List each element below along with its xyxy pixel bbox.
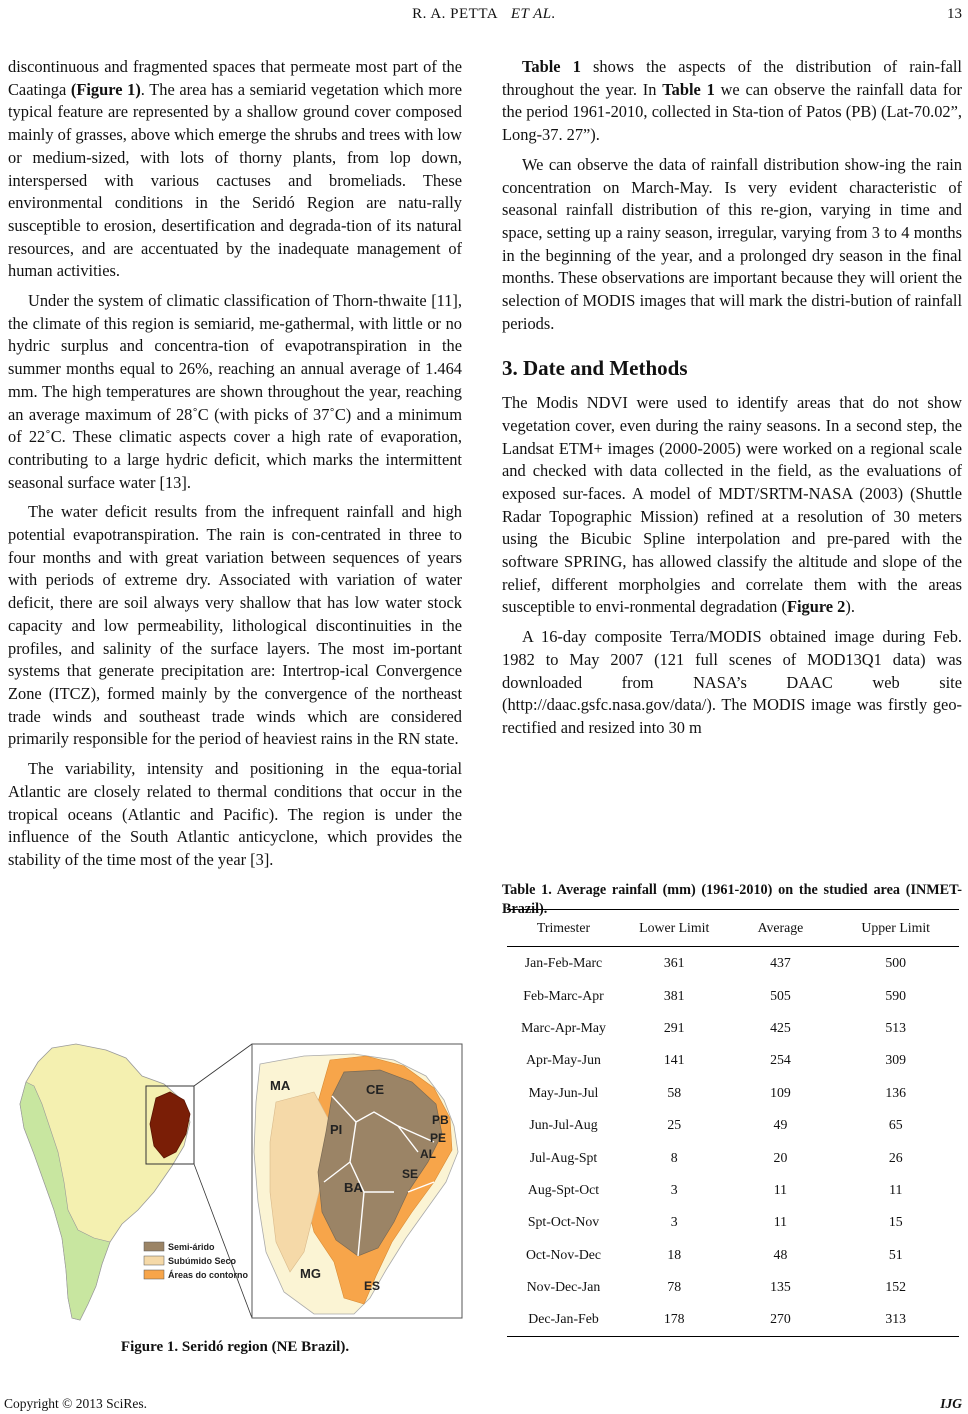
table-cell: 425 — [770, 1019, 791, 1035]
paragraph: Under the system of climatic classification of Thorn-thwaite [11], the climate of this region is semiarid, me-gathermal, with little or no hydric surplus and concentra-tion of evapotranspiration in the summer months equal to 26%, reaching an annual average of 1.464 mm. The high temperatures are shown throughout the year, reaching an average maximum of 28˚C (with picks of 37˚C) and a minimum of 22˚C. These climatic aspects cover a high rate of evaporation, contributing to a large hydric deficit, which marks the intermittent seasonal surface water [13]. — [8, 291, 462, 492]
table-cell: 11 — [773, 1181, 788, 1197]
journal-abbrev: IJG — [940, 1396, 962, 1411]
table-cell: 58 — [667, 1084, 682, 1100]
table-row — [507, 947, 959, 980]
legend-swatch-subhumid — [144, 1256, 164, 1265]
map-graphic — [14, 1042, 466, 1324]
serido-region-shape — [150, 1092, 190, 1158]
table-caption: Table 1. Average rainfall (mm) (1961-2010) on the studied area (INMET-Brazil). — [502, 882, 962, 917]
table-cell: 51 — [888, 1246, 903, 1262]
state-label-ce: CE — [366, 1082, 385, 1097]
table-cell: 48 — [773, 1246, 788, 1262]
column-header: Lower Limit — [620, 910, 728, 947]
author-name: R. A. PETTA — [412, 6, 499, 22]
state-label-mg: MG — [300, 1266, 321, 1281]
text: ). — [845, 597, 855, 617]
table-cell: 26 — [888, 1149, 903, 1165]
state-label-es: ES — [364, 1279, 381, 1293]
table-cell: 135 — [770, 1279, 791, 1295]
page-header — [0, 6, 968, 34]
text: we can observe the rainfall data for the period 1961-2010, collected in Sta-tion of Patos (PB) (Lat-70.02”, Long-37. 27”). — [502, 79, 962, 145]
table-cell: 65 — [888, 1117, 903, 1133]
table-cell: Nov-Dec-Jan — [526, 1279, 601, 1295]
table-cell: 437 — [770, 955, 791, 971]
state-label-pi: PI — [330, 1122, 343, 1137]
table-cell: 18 — [667, 1246, 682, 1262]
state-label-pb: PB — [432, 1113, 449, 1127]
state-label-ba: BA — [344, 1180, 363, 1195]
table-row — [507, 1271, 959, 1303]
legend-label-subhumid: Subúmido Seco — [168, 1256, 237, 1266]
table-row — [507, 1174, 959, 1206]
table-cell: Spt-Oct-Nov — [527, 1214, 600, 1230]
table-cell: 25 — [667, 1117, 682, 1133]
table-cell: 270 — [728, 1303, 832, 1336]
column-header: Average — [728, 910, 832, 947]
running-title — [0, 6, 968, 23]
legend-label-surround: Áreas do contorno — [168, 1270, 249, 1280]
paragraph: The water deficit results from the infrequent rainfall and high potential evapotranspiration. The rain is con-centrated in three to four months and with great variation between sequences of years with periods of extreme dry. Associated with variation of water deficit, there are soil always very shallow that has low water stock capacity and low permeability, lithological discontinuities in the profiles, and salinity of the surface layers. The most im-portant systems that generate precipitation are: Intertrop-ical Convergence Zone (ITCZ), formed mainly by the convergence of the northeast trade winds and southeast trade winds which are considered primarily responsible for the period of heaviest rains in the RN state. — [8, 502, 462, 749]
figure-reference: Figure 2 — [786, 597, 846, 617]
paragraph — [502, 56, 962, 147]
table-cell: 20 — [773, 1149, 788, 1165]
paragraph: A 16-day composite Terra/MODIS obtained image during Feb. 1982 to May 2007 (121 full scenes of MOD13Q1 data) was downloaded from NASA’s DAAC web site (http://daac.gsfc.nasa.gov/data/). The MODIS image was firstly geo-rectified and resized into 30 m — [502, 627, 962, 737]
table-row — [507, 1303, 959, 1336]
map-legend — [144, 1242, 249, 1280]
table-cell: 11 — [889, 1181, 903, 1197]
table-cell: 590 — [885, 987, 907, 1003]
table-cell: 152 — [885, 1279, 907, 1295]
table-cell: Jan-Feb-Marc — [524, 955, 603, 971]
table-row — [507, 1206, 959, 1238]
left-column — [8, 56, 462, 879]
table-cell: Jun-Jul-Aug — [529, 1117, 598, 1133]
table-cell: Dec-Jan-Feb — [507, 1303, 620, 1336]
state-label-ma: MA — [270, 1078, 291, 1093]
figure-caption: Figure 1. Seridó region (NE Brazil). — [120, 1339, 350, 1355]
table-cell: Aug-Spt-Oct — [527, 1181, 600, 1197]
table-cell: 136 — [885, 1084, 907, 1100]
table-cell: Jul-Aug-Spt — [529, 1149, 598, 1165]
table-cell: 3 — [670, 1181, 678, 1197]
copyright-text: Copyright © 2013 SciRes. — [4, 1396, 148, 1411]
table-cell: 78 — [667, 1279, 682, 1295]
table-cell: 309 — [885, 1052, 907, 1068]
table-cell: 500 — [885, 955, 907, 971]
table-cell: 513 — [885, 1019, 907, 1035]
text: The Modis NDVI were used to identify areas that do not show vegetation cover, even during the rainy seasons. In a second step, the Landsat ETM+ images (2000-2005) were worked on a regional scale and checked with data collected in the field, as the evaluations of exposed sur-faces. A model of MDT/SRTM-NASA (2003) (Shuttle Radar Topographic Mission) refined at a resolution of 30 meters using the Bicubic Spline interpolation and pre-pared with the software SPRING, has allowed classify the altitude and slope of the relief, different morpholgies and correlate them with the areas susceptible to envi-ronmental degradation ( — [502, 393, 962, 617]
figure-reference: (Figure 1) — [70, 79, 141, 99]
table-header-row — [507, 910, 959, 947]
section-title: 3. Date and Methods — [502, 356, 688, 381]
et-al: ET AL. — [510, 6, 556, 22]
table-cell: May-Jun-Jul — [528, 1084, 599, 1100]
table-cell: Apr-May-Jun — [526, 1052, 601, 1068]
legend-swatch-surround — [144, 1270, 164, 1279]
column-header: Trimester — [507, 910, 620, 947]
table-cell: 3 — [670, 1214, 678, 1230]
table-cell: 313 — [832, 1303, 959, 1336]
text: discontinuous and fragmented spaces that permeate most part of the Caatinga — [8, 57, 462, 99]
table-cell: 15 — [888, 1214, 903, 1230]
table-cell: Marc-Apr-May — [521, 1019, 606, 1035]
table-cell: 381 — [663, 987, 685, 1003]
table-row — [507, 979, 959, 1011]
table-row — [507, 1044, 959, 1076]
table-cell: Feb-Marc-Apr — [523, 987, 604, 1003]
table-reference: Table 1 — [662, 79, 715, 99]
paragraph: The variability, intensity and positioning in the equa-torial Atlantic are closely related to thermal conditions that occur in the tropical oceans (Atlantic and Pacific). The region is under the influence of the South Atlantic anticyclone, which provides the stability of the time most of the year [3]. — [8, 759, 462, 869]
text: shows the aspects of the distribution of rain-fall throughout the year. In — [502, 57, 962, 99]
legend-label-semiarid: Semi-árido — [168, 1242, 215, 1252]
table-row — [507, 1077, 959, 1109]
table-cell: 109 — [770, 1084, 791, 1100]
paragraph — [502, 392, 962, 619]
paragraph: We can observe the data of rainfall distribution show-ing the rain concentration on March-May. Is very evident characteristic of seasonal rainfall distribution of this re-gion, varying in time and space, setting up a rainy season, irregular, varying from 3 to 4 months in the beginning of the year, and a prolonged dry season in the final months. These observations are important because they will orient the selection of MODIS images that will mark the distri-bution of rainfall periods. — [502, 154, 962, 333]
state-label-al: AL — [420, 1147, 436, 1161]
table-cell: 49 — [773, 1117, 788, 1133]
state-label-se: SE — [402, 1167, 419, 1181]
table-row — [507, 1141, 959, 1173]
figure-1-map — [14, 1042, 466, 1324]
table-row — [507, 1012, 959, 1044]
table-reference: Table 1 — [522, 57, 581, 76]
legend-swatch-semiarid — [144, 1242, 164, 1251]
state-label-pe: PE — [430, 1131, 447, 1145]
page-number: 13 — [947, 6, 962, 22]
table-cell: 141 — [663, 1052, 685, 1068]
table-cell: 8 — [670, 1149, 678, 1165]
table-row — [507, 1109, 959, 1141]
rainfall-table — [507, 909, 959, 1337]
table-cell: 11 — [773, 1214, 788, 1230]
table-cell: 505 — [770, 987, 791, 1003]
right-column — [502, 56, 962, 747]
table-cell: 291 — [663, 1019, 685, 1035]
paragraph — [8, 56, 462, 283]
table-cell: 178 — [620, 1303, 728, 1336]
table-row — [507, 1239, 959, 1271]
table-cell: 361 — [663, 955, 685, 971]
table-cell: Oct-Nov-Dec — [525, 1246, 602, 1262]
column-header: Upper Limit — [832, 910, 959, 947]
text: . The area has a semiarid vegetation which more typical feature are represented by a shallow ground cover composed mainly of grasses, above which emerge the shrubs and trees with low or medium-sized, with lots of thorny plants, from lop down, interspersed with various cactuses and bromeliads. These environmental conditions in the Seridó Region are natu-rally susceptible to erosion, desertification and degrada-tion of its natural resources, and are accentuated by the inadequate management of human activities. — [8, 79, 463, 281]
table-cell: 254 — [770, 1052, 791, 1068]
